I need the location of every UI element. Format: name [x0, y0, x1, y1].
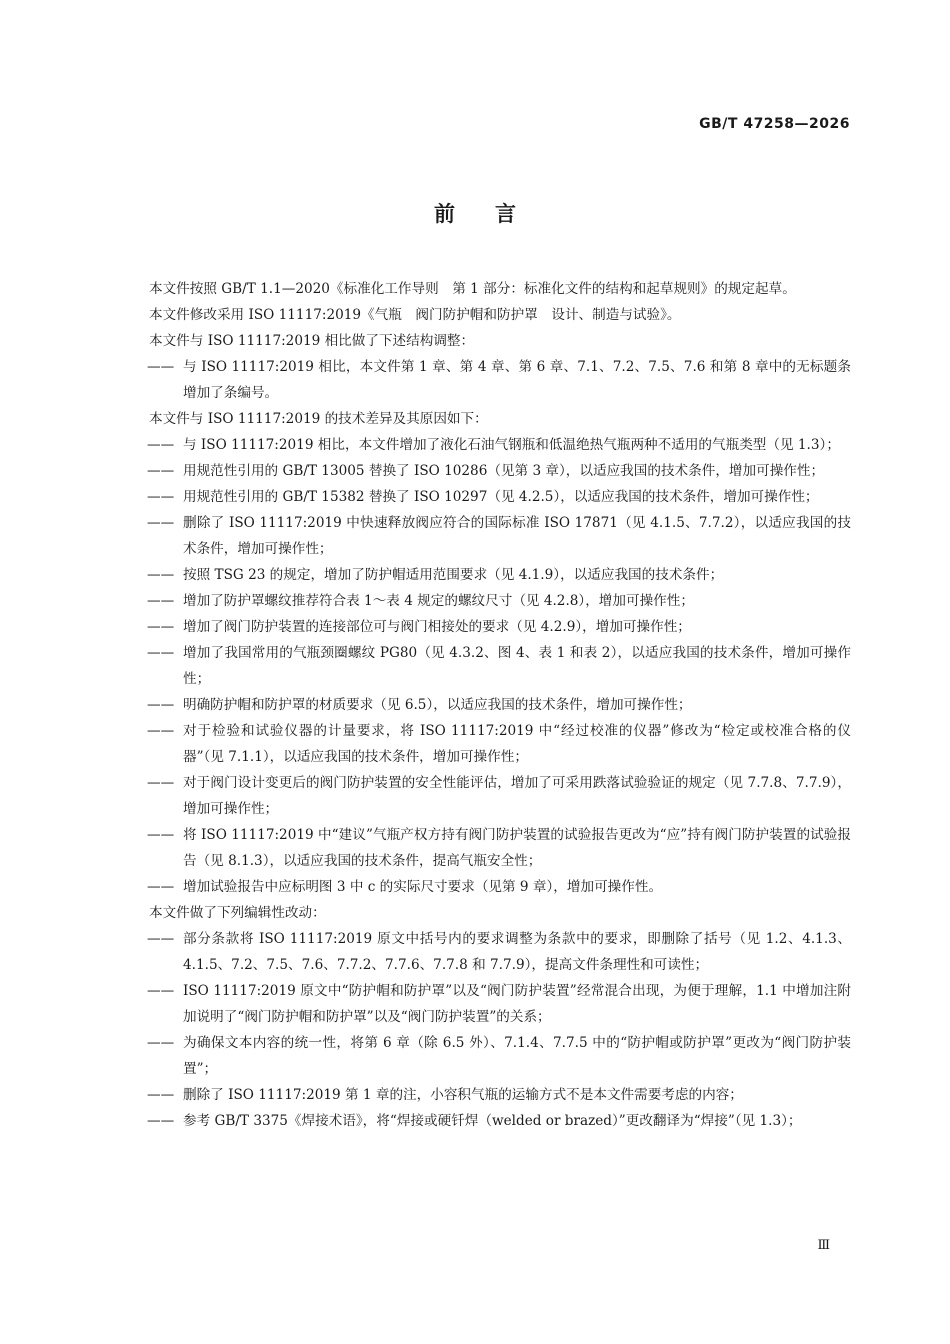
list-item	[113, 770, 851, 822]
dash-marker: ——	[147, 645, 175, 661]
list-item	[113, 640, 851, 692]
editorial-intro: 本文件做了下列编辑性改动：	[149, 905, 326, 921]
list-item	[113, 874, 851, 900]
list-item	[113, 1030, 851, 1082]
structural-changes-list	[113, 354, 851, 406]
list-item	[113, 458, 851, 484]
list-item	[113, 432, 851, 458]
list-item-text: 将 ISO 11117:2019 中“建议”气瓶产权方持有阀门防护装置的试验报告更改为“应”持有阀门防护装置的试验报告（见 8.1.3），以适应我国的技术条件，提高气瓶安全性；	[183, 827, 851, 869]
dash-marker: ——	[147, 1087, 175, 1103]
list-item-text: 与 ISO 11117:2019 相比，本文件增加了液化石油气钢瓶和低温绝热气瓶两种不适用的气瓶类型（见 1.3）；	[183, 437, 840, 453]
paragraph: 本文件修改采用 ISO 11117:2019《气瓶 阀门防护帽和防护罩 设计、制造与试验》。	[149, 307, 681, 323]
list-item-text: 与 ISO 11117:2019 相比，本文件第 1 章、第 4 章、第 6 章、7.1、7.2、7.5、7.6 和第 8 章中的无标题条增加了条编号。	[183, 359, 851, 401]
list-item	[113, 926, 851, 978]
list-item	[113, 692, 851, 718]
list-item	[113, 1108, 851, 1134]
dash-marker: ——	[147, 1035, 175, 1051]
list-item-text: 删除了 ISO 11117:2019 中快速释放阀应符合的国际标准 ISO 17871（见 4.1.5、7.7.2），以适应我国的技术条件，增加可操作性；	[183, 515, 851, 557]
list-item-text: 按照 TSG 23 的规定，增加了防护帽适用范围要求（见 4.1.9），以适应我国的技术条件；	[183, 567, 724, 583]
dash-marker: ——	[147, 931, 175, 947]
list-item	[113, 978, 851, 1030]
list-item	[113, 588, 851, 614]
foreword-body	[113, 276, 851, 1134]
dash-marker: ——	[147, 775, 175, 791]
list-item-text: 参考 GB/T 3375《焊接术语》，将“焊接或硬钎焊（welded or brazed）”更改翻译为“焊接”（见 1.3）；	[183, 1113, 802, 1129]
paragraph: 本文件按照 GB/T 1.1—2020《标准化工作导则 第 1 部分：标准化文件的结构和起草规则》的规定起草。	[149, 281, 796, 297]
list-item	[113, 1082, 851, 1108]
page-number: Ⅲ	[817, 1238, 830, 1253]
dash-marker: ——	[147, 723, 175, 739]
list-item-text: 增加试验报告中应标明图 3 中 c 的实际尺寸要求（见第 9 章），增加可操作性。	[183, 879, 663, 895]
dash-marker: ——	[147, 437, 175, 453]
list-item-text: 用规范性引用的 GB/T 13005 替换了 ISO 10286（见第 3 章），以适应我国的技术条件，增加可操作性；	[183, 463, 825, 479]
list-item-text: 对于阀门设计变更后的阀门防护装置的安全性能评估，增加了可采用跌落试验验证的规定（见 7.7.8、7.7.9），增加可操作性；	[183, 775, 851, 817]
list-item-text: 增加了阀门防护装置的连接部位可与阀门相接处的要求（见 4.2.9），增加可操作性；	[183, 619, 691, 635]
list-item-text: 删除了 ISO 11117:2019 第 1 章的注，小容积气瓶的运输方式不是本文件需要考虑的内容；	[183, 1087, 743, 1103]
page-title: 前言	[434, 202, 556, 226]
list-item	[113, 562, 851, 588]
list-item-text: 明确防护帽和防护罩的材质要求（见 6.5），以适应我国的技术条件，增加可操作性；	[183, 697, 692, 713]
list-item	[113, 614, 851, 640]
list-item-text: 用规范性引用的 GB/T 15382 替换了 ISO 10297（见 4.2.5），以适应我国的技术条件，增加可操作性；	[183, 489, 819, 505]
editorial-changes-list	[113, 926, 851, 1134]
list-item	[113, 822, 851, 874]
list-item-text: 增加了我国常用的气瓶颈圈螺纹 PG80（见 4.3.2、图 4、表 1 和表 2），以适应我国的技术条件，增加可操作性；	[183, 645, 851, 687]
dash-marker: ——	[147, 879, 175, 895]
dash-marker: ——	[147, 489, 175, 505]
dash-marker: ——	[147, 567, 175, 583]
dash-marker: ——	[147, 983, 175, 999]
list-item-text: ISO 11117:2019 原文中“防护帽和防护罩”以及“阀门防护装置”经常混合出现，为便于理解，1.1 中增加注附加说明了“阀门防护帽和防护罩”以及“阀门防护装置”的关系；	[183, 983, 851, 1025]
dash-marker: ——	[147, 515, 175, 531]
list-item-text: 部分条款将 ISO 11117:2019 原文中括号内的要求调整为条款中的要求，即删除了括号（见 1.2、4.1.3、4.1.5、7.2、7.5、7.6、7.7.2、7.7.6、7.7.8 和 7.7.9），提高文件条理性和可读性；	[183, 931, 851, 973]
tech-differences-intro: 本文件与 ISO 11117:2019 的技术差异及其原因如下：	[149, 411, 488, 427]
dash-marker: ——	[147, 359, 175, 375]
dash-marker: ——	[147, 593, 175, 609]
dash-marker: ——	[147, 619, 175, 635]
paragraph: 本文件与 ISO 11117:2019 相比做了下述结构调整：	[149, 333, 475, 349]
dash-marker: ——	[147, 827, 175, 843]
list-item-text: 增加了防护罩螺纹推荐符合表 1～表 4 规定的螺纹尺寸（见 4.2.8），增加可操作性；	[183, 593, 694, 609]
dash-marker: ——	[147, 1113, 175, 1129]
list-item	[113, 510, 851, 562]
dash-marker: ——	[147, 697, 175, 713]
list-item-text: 对于检验和试验仪器的计量要求，将 ISO 11117:2019 中“经过校准的仪器”修改为“检定或校准合格的仪器”（见 7.1.1），以适应我国的技术条件，增加可操作性；	[183, 723, 851, 765]
list-item-text: 为确保文本内容的统一性，将第 6 章（除 6.5 外）、7.1.4、7.7.5 中的“防护帽或防护罩”更改为“阀门防护装置”；	[183, 1035, 851, 1077]
dash-marker: ——	[147, 463, 175, 479]
standard-number: GB/T 47258—2026	[699, 116, 850, 132]
list-item	[113, 354, 851, 406]
technical-differences-list	[113, 432, 851, 900]
list-item	[113, 718, 851, 770]
list-item	[113, 484, 851, 510]
